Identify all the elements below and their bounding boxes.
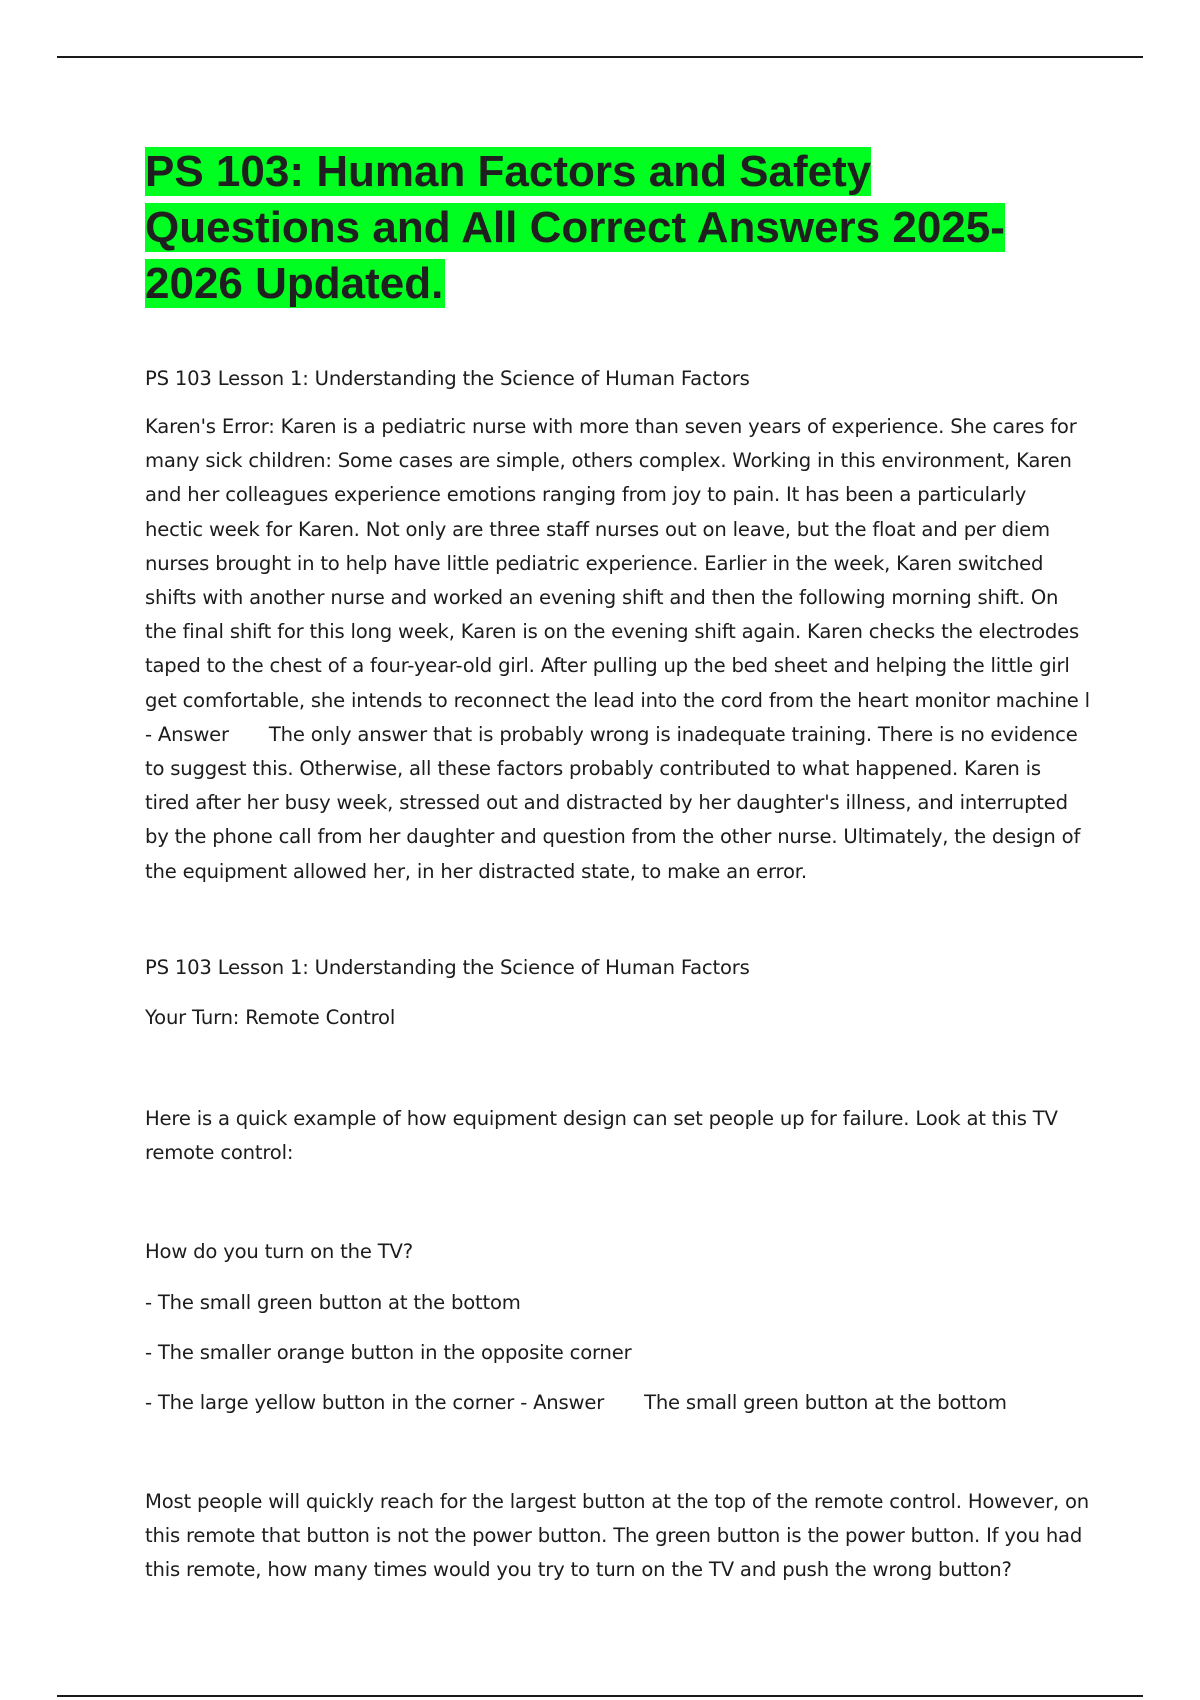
section-2-question: How do you turn on the TV? bbox=[145, 1240, 413, 1263]
section-2-heading: PS 103 Lesson 1: Understanding the Science of Human Factors bbox=[145, 956, 750, 979]
section-2-subheading: Your Turn: Remote Control bbox=[145, 1006, 396, 1029]
option-3-text: - The large yellow button in the corner - Answer bbox=[145, 1391, 605, 1414]
document-title bbox=[145, 144, 1090, 312]
section-1-question bbox=[145, 410, 1090, 889]
title-highlight: PS 103: Human Factors and Safety Questions and All Correct Answers 2025-2026 Updated. bbox=[145, 147, 1005, 308]
section-1-answer: The only answer that is probably wrong is inadequate training. There is no evidence to suggest this. Otherwise, all these factors probably contributed to what happened. Karen is tired after her busy week, stressed out and distracted by her daughter's illness, and interrupted by the phone call from her daughter and question from the other nurse. Ultimately, the design of the equipment allowed her, in her distracted state, to make an error. bbox=[145, 722, 1081, 883]
section-2-explanation: Most people will quickly reach for the largest button at the top of the remote control. However, on this remote that button is not the power button. The green button is the power button. If you had this remote, how many times would you try to turn on the TV and push the wrong button? bbox=[145, 1490, 1090, 1581]
section-2-answer: The small green button at the bottom bbox=[644, 1391, 1007, 1414]
section-2-intro: Here is a quick example of how equipment design can set people up for failure. Look at this TV remote control: bbox=[145, 1107, 1058, 1164]
section-1-question-text: Karen's Error: Karen is a pediatric nurse with more than seven years of experience. She cares for many sick children: Some cases are simple, others complex. Working in this environment, Karen and her colleagues experience emotions ranging from joy to pain. It has been a particularly hectic week for Karen. Not only are three staff nurses out on leave, but the float and per diem nurses brought in to help have little pediatric experience. Earlier in the week, Karen switched shifts with another nurse and worked an evening shift and then the following morning shift. On the final shift for this long week, Karen is on the evening shift again. Karen checks the electrodes taped to the chest of a four-year-old girl. After pulling up the bed sheet and helping the little girl get comfortable, she intends to reconnect the lead into the cord from the heart monitor machine l - Answer bbox=[145, 415, 1090, 746]
option-1: - The small green button at the bottom bbox=[145, 1291, 521, 1314]
option-3 bbox=[145, 1386, 1090, 1420]
section-1-heading: PS 103 Lesson 1: Understanding the Science of Human Factors bbox=[145, 367, 750, 390]
bottom-rule bbox=[57, 1695, 1143, 1697]
option-2: - The smaller orange button in the opposite corner bbox=[145, 1341, 632, 1364]
top-rule bbox=[57, 56, 1143, 58]
